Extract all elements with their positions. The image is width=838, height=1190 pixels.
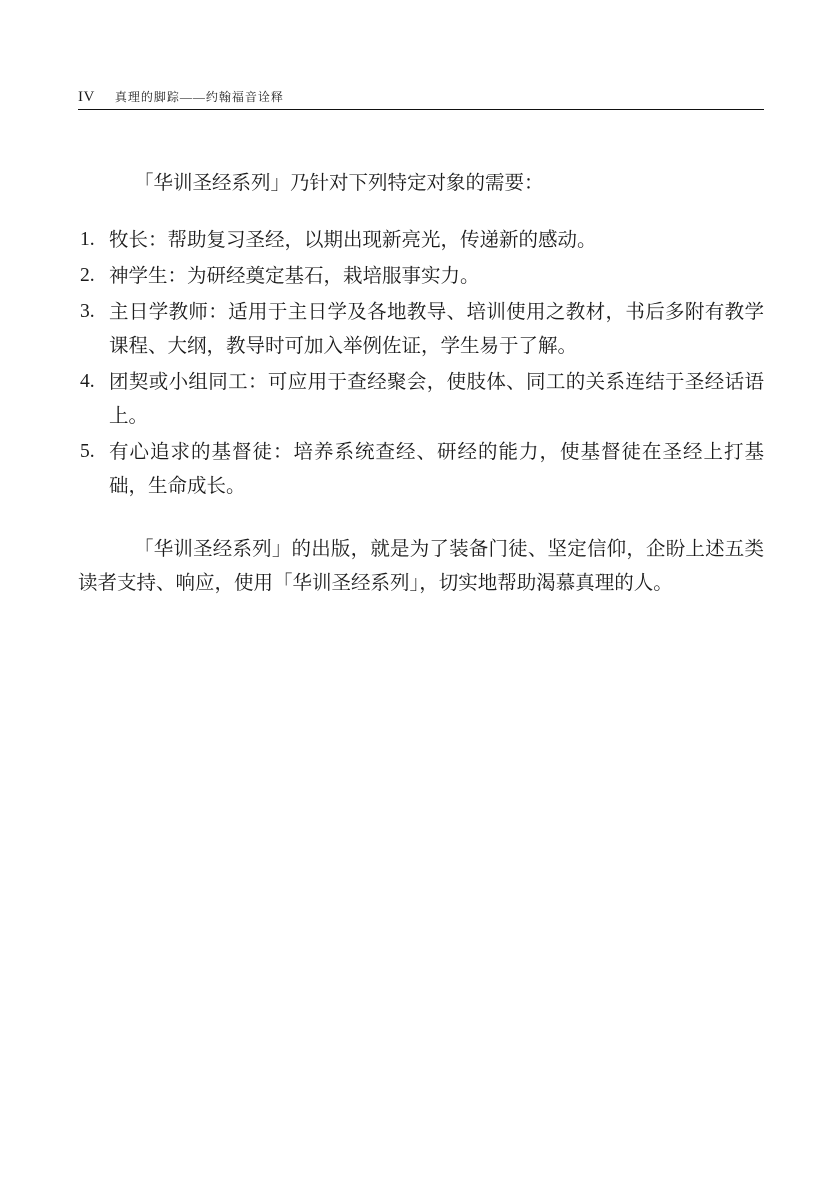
list-item-number: 5.	[80, 441, 95, 462]
list-item-number: 1.	[80, 229, 95, 250]
list-item-text: 神学生：为研经奠定基石，栽培服事实力。	[109, 264, 480, 287]
header-divider	[78, 109, 764, 110]
list-item-number: 2.	[80, 265, 95, 286]
body-text	[78, 166, 764, 600]
list-item-text: 主日学教师：适用于主日学及各地教导、培训使用之教材，书后多附有教学课程、大纲，教导时可加入举例佐证，学生易于了解。	[109, 300, 764, 357]
intro-paragraph: 「华训圣经系列」乃针对下列特定对象的需要：	[134, 171, 544, 194]
list-item-number: 4.	[80, 371, 95, 392]
running-header	[78, 88, 764, 108]
list-item	[78, 223, 764, 257]
list-item	[78, 295, 764, 363]
list-item-text: 有心追求的基督徒：培养系统查经、研经的能力，使基督徒在圣经上打基础，生命成长。	[109, 440, 764, 497]
book-title: 真理的脚踪——约翰福音诠释	[114, 90, 284, 104]
list-item	[78, 365, 764, 433]
list-item-number: 3.	[80, 301, 95, 322]
page-number: IV	[78, 89, 95, 105]
list-item-text: 牧长：帮助复习圣经，以期出现新亮光，传递新的感动。	[109, 228, 597, 251]
closing-paragraph: 「华训圣经系列」的出版，就是为了装备门徒、坚定信仰，企盼上述五类读者支持、响应，使用「华训圣经系列」，切实地帮助渴慕真理的人。	[78, 537, 764, 594]
audience-list	[78, 223, 764, 503]
list-item-text: 团契或小组同工：可应用于查经聚会，使肢体、同工的关系连结于圣经话语上。	[109, 370, 764, 427]
list-item	[78, 259, 764, 293]
list-item	[78, 435, 764, 503]
